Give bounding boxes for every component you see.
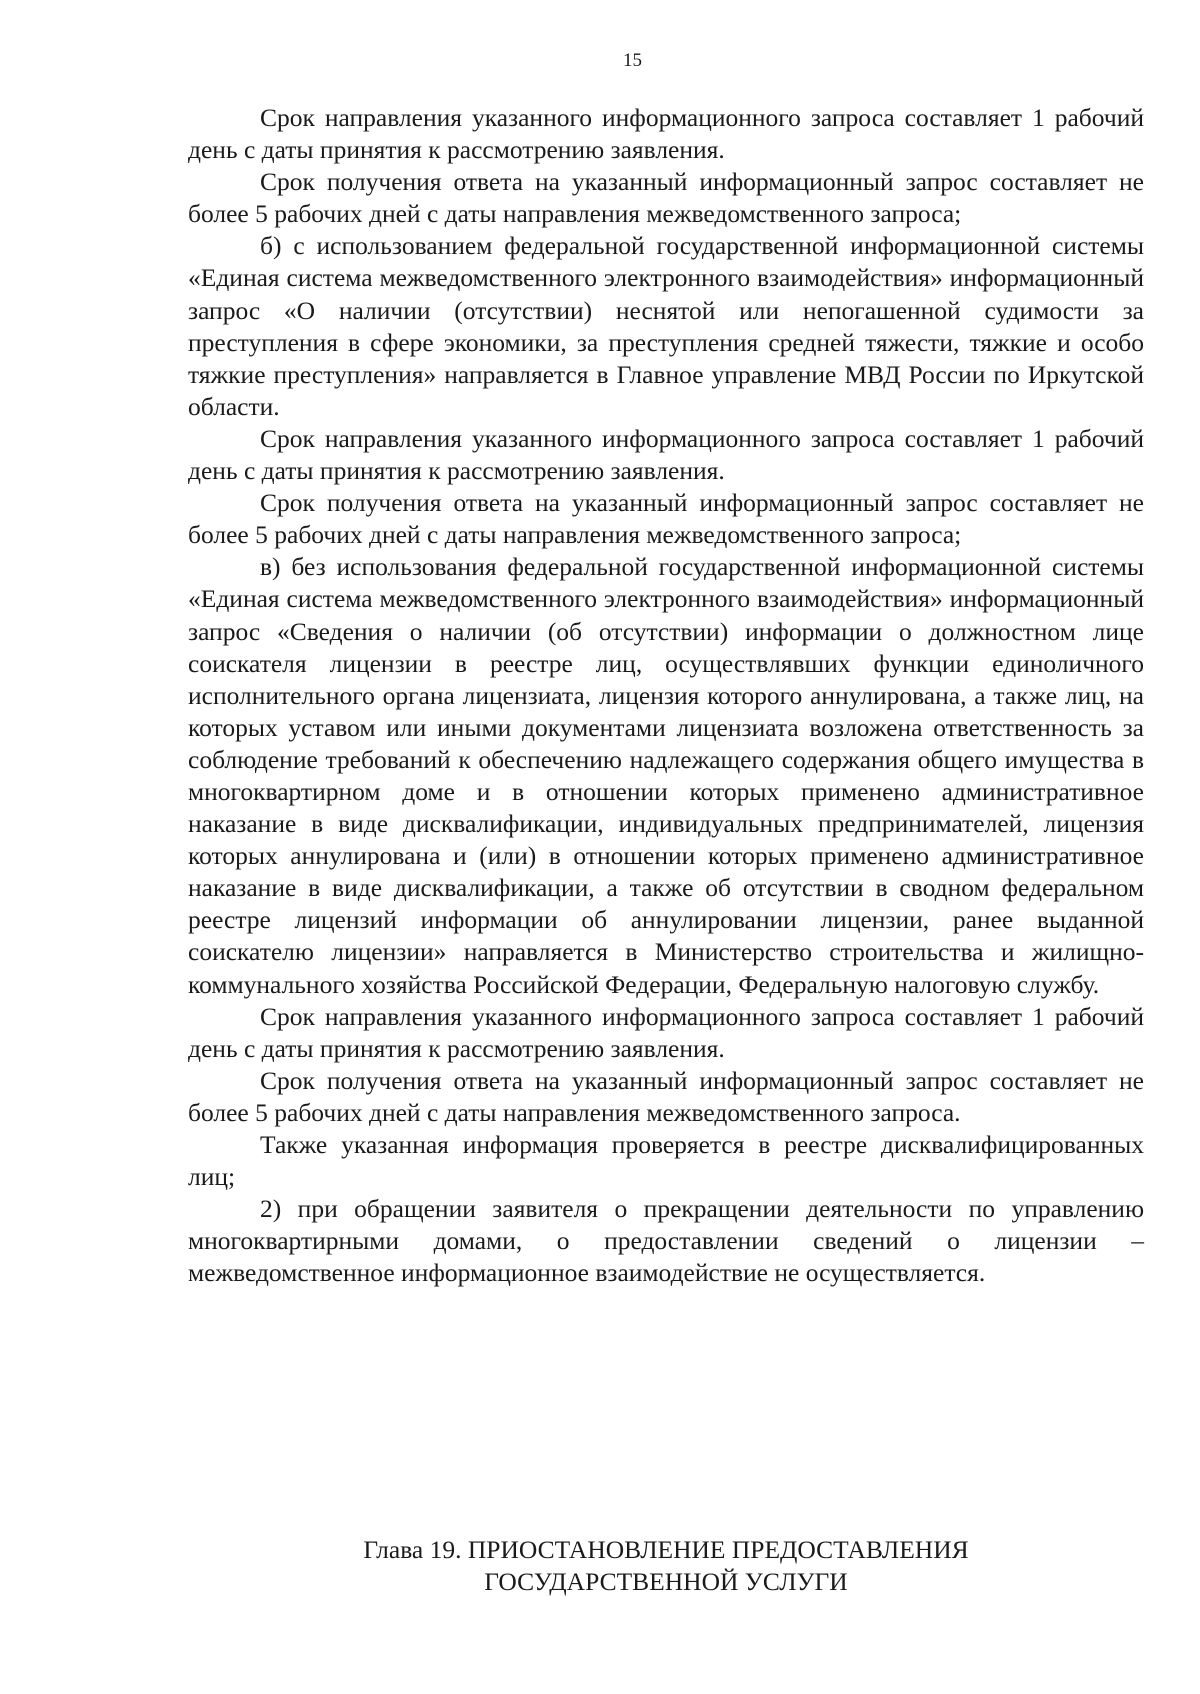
paragraph: Срок направления указанного информационного запроса составляет 1 рабочий день с даты принятия к рассмотрению заявления. <box>188 103 1144 165</box>
chapter-heading-line-1: Глава 19. ПРИОСТАНОВЛЕНИЕ ПРЕДОСТАВЛЕНИЯ <box>363 1535 969 1564</box>
paragraph: Также указанная информация проверяется в реестре дисквалифицированных лиц; <box>188 1130 1144 1192</box>
paragraph: Срок направления указанного информационного запроса составляет 1 рабочий день с даты принятия к рассмотрению заявления. <box>188 423 1144 486</box>
paragraph: Срок направления указанного информационного запроса составляет 1 рабочий день с даты принятия к рассмотрению заявления. <box>188 1001 1144 1063</box>
chapter-heading <box>188 1534 1144 1598</box>
paragraph: 2) при обращении заявителя о прекращении деятельности по управлению многоквартирными домами, о предоставлении сведений о лицензии – межведомственное информационное взаимодействие не осуществляется. <box>188 1194 1144 1288</box>
document-body <box>188 102 1144 1289</box>
paragraph: Срок получения ответа на указанный информационный запрос составляет не более 5 рабочих дней с даты направления межведомственного запроса. <box>188 1065 1144 1127</box>
paragraph: Срок получения ответа на указанный информационный запрос составляет не более 5 рабочих дней с даты направления межведомственного запроса; <box>188 167 1144 229</box>
page-number: 15 <box>623 50 642 71</box>
paragraph: Срок получения ответа на указанный информационный запрос составляет не более 5 рабочих дней с даты направления межведомственного запроса; <box>188 488 1144 550</box>
chapter-heading-line-2: ГОСУДАРСТВЕННОЙ УСЛУГИ <box>484 1567 848 1596</box>
paragraph: в) без использования федеральной государственной информационной системы «Единая система межведомственного электронного взаимодействия» информационный запрос «Сведения о наличии (об отсутствии) информации о должностном лице соискателя лицензии в реестре лиц, осуществлявших функции единоличного исполнительного органа лицензиата, лицензия которого аннулирована, а также лиц, на которых уставом или иными документами лицензиата возложена ответственность за соблюдение требований к обеспечению надлежащего содержания общего имущества в многоквартирном доме и в отношении которых применено административное наказание в виде дисквалификации, индивидуальных предпринимателей, лицензия которых аннулирована и (или) в отношении которых применено административное наказание в виде дисквалификации, а также об отсутствии в сводном федеральном реестре лицензий информации об аннулировании лицензии, ранее выданной соискателю лицензии» направляется в Министерство строительства и жилищно-коммунального хозяйства Российской Федерации, Федеральную налоговую службу. <box>188 552 1144 999</box>
paragraph: б) с использованием федеральной государственной информационной системы «Единая система межведомственного электронного взаимодействия» информационный запрос «О наличии (отсутствии) неснятой или непогашенной судимости за преступления в сфере экономики, за преступления средней тяжести, тяжкие и особо тяжкие преступления» направляется в Главное управление МВД России по Иркутской области. <box>188 231 1144 421</box>
